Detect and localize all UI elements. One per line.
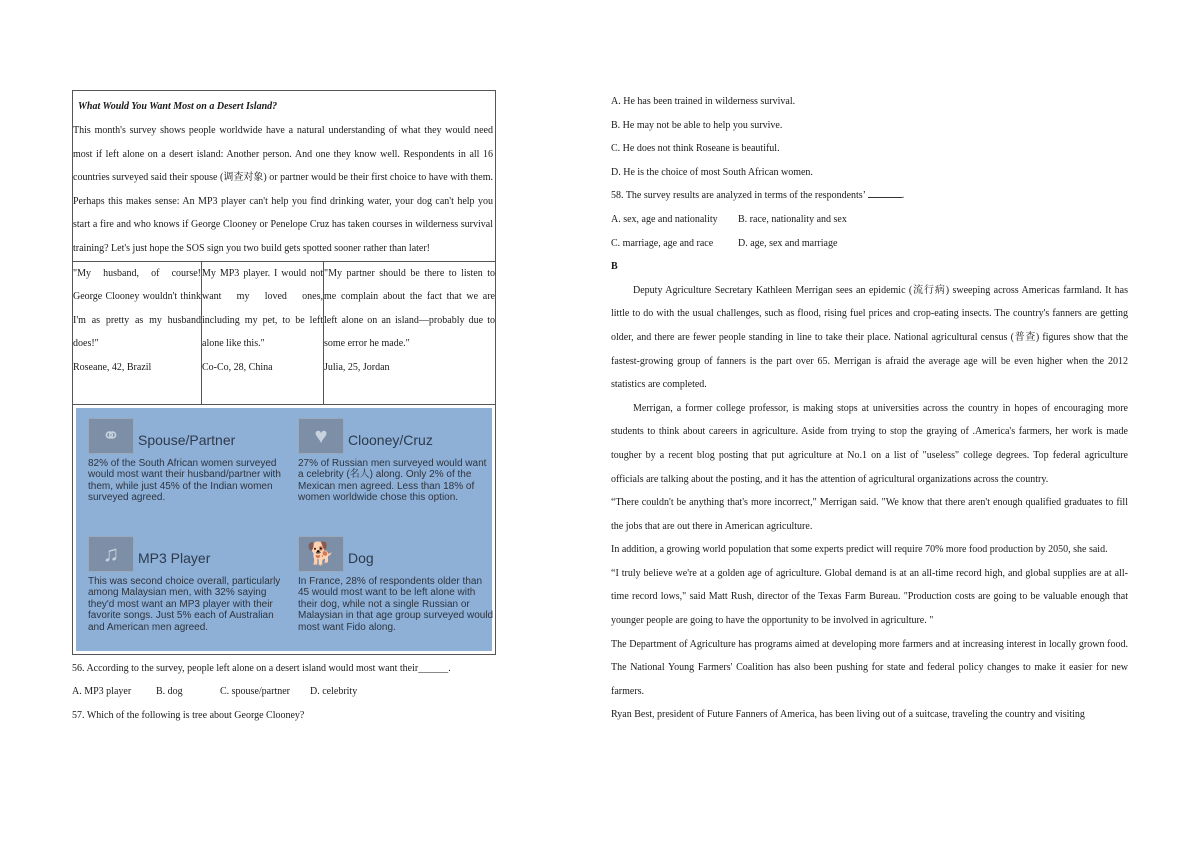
quote-text: "My partner should be there to listen to me complain about the fact that we are left alone on an island—probably due to some error he made." (324, 267, 495, 350)
quote-text: "My husband, of course! George Clooney wouldn't think I'm as pretty as my husband does!" (73, 267, 201, 350)
quote-cell (202, 262, 324, 404)
paragraph: Ryan Best, president of Future Fanners of America, has been living out of a suitcase, traveling the country and visiting (611, 709, 1085, 721)
option-a: A. He has been trained in wilderness survival. (611, 96, 796, 107)
quotes-row (73, 261, 495, 404)
option-a: A. sex, age and nationality (611, 213, 718, 225)
dog-icon: 🐕 (298, 536, 344, 572)
option-c: C. He does not think Roseane is beautiful. (611, 143, 780, 155)
option-b: B. dog (156, 686, 183, 698)
panel-heading: Dog (348, 549, 374, 566)
panel-heading: Clooney/Cruz (348, 431, 433, 448)
panel-text: 82% of the South African women surveyed would most want their husband/partner with them, while just 45% of the Indian women surveyed agreed. (88, 457, 281, 504)
question-58-tail: . (901, 190, 905, 202)
right-column (611, 90, 1128, 727)
option-c: C. marriage, age and race (611, 237, 714, 249)
left-column (72, 90, 496, 727)
panel-text: This was second choice overall, particularly among Malaysian men, with 32% saying they'd most want an MP3 player with their favorite songs. Just 5% each of Australian and American men agreed. (88, 575, 281, 633)
panel-heading: Spouse/Partner (138, 431, 236, 448)
question-58-text: 58. The survey results are analyzed in terms of the respondents’ (611, 190, 866, 202)
survey-title: What Would You Want Most on a Desert Island? (78, 101, 278, 112)
question-56 (72, 657, 496, 681)
panel-text: 27% of Russian men surveyed would want a celebrity (名人) along. Only 2% of the Mexican men agreed. Less than 18% of women worldwide chose this option. (298, 457, 487, 504)
infographic-panel-area (76, 408, 492, 651)
answer-blank (868, 187, 902, 198)
quote-cell (324, 262, 495, 404)
panel-text: In France, 28% of respondents older than 45 would most want to be left alone with their dog, while not a single Russian or Malaysian in that age group surveyed would most want Fido along. (298, 575, 494, 633)
paragraph: Merrigan, a former college professor, is making stops at universities across the country in hopes of encouraging more students to think about careers in agriculture. Aside from trying to stop the graying of .America's farmers, her work is made tougher by a recent blog posting that put agriculture at No.1 on a list of "useless" college degrees. Top federal agriculture officials are talking about the posting, and it has the attention of agricultural organizations across the country. (611, 402, 1128, 485)
survey-intro-text: This month's survey shows people worldwide have a natural understanding of what they would need most if left alone on a desert island: Another person. And one they know well. Respondents in all 16 countries surveyed said their spouse (调查对象) or partner would be their first choice to have with them. Perhaps this makes sense: An MP3 player can't help you find drinking water, your dog can't help you start a fire and who knows if George Clooney or Penelope Cruz has taken courses in wilderness survival training? Let's just hope the SOS sign you two build gets spotted sooner rather than later! (73, 125, 493, 254)
question-58 (611, 184, 1128, 208)
mp3-player-icon: ♫ (88, 536, 134, 572)
option-d: D. age, sex and marriage (738, 237, 838, 249)
heart-icon: ♥ (298, 418, 344, 454)
infographic (72, 405, 496, 655)
panel-heading: MP3 Player (138, 549, 211, 566)
question-56-blank: ______. (418, 662, 451, 674)
section-heading: B (611, 261, 618, 273)
survey-box (72, 90, 496, 405)
survey-intro (73, 91, 495, 261)
paragraph: The Department of Agriculture has programs aimed at developing more farmers and at increasing interest in locally grown food. The National Young Farmers' Coalition has also been pushing for state and federal policy changes to make it easier for new farmers. (611, 638, 1128, 697)
question-58-options-row-2 (611, 232, 1128, 256)
option-a: A. MP3 player (72, 686, 132, 698)
rings-icon: ⚭ (88, 418, 134, 454)
paragraph: In addition, a growing world population that some experts predict will require 70% more food production by 2050, she said. (611, 544, 1108, 556)
paragraph: “I truly believe we're at a golden age of agriculture. Global demand is at an all-time record high, and global supplies are at all-time record lows," said Matt Rush, director of the Texas Farm Bureau. "Production costs are going to be valuable enough that younger people are going to have the opportunity to be involved in agriculture. " (611, 567, 1128, 627)
question-56-text: 56. According to the survey, people left alone on a desert island would most want their (72, 662, 419, 674)
option-d: D. He is the choice of most South African women. (611, 166, 813, 178)
paragraph: Deputy Agriculture Secretary Kathleen Merrigan sees an epidemic (流行病) sweeping across Americas farmland. It has little to do with the usual challenges, such as flood, rising fuel prices and crop-eating insects. The country's fanners are getting older, and there are fewer people standing in line to take their place. National agricultural census (普查) figures show that the fastest-growing group of fanners is the part over 65. Merrigan is afraid the average age will be even higher when the 2012 statistics are completed. (611, 284, 1128, 391)
question-56-options (72, 680, 496, 704)
quote-author: Co-Co, 28, China (202, 361, 273, 373)
option-c: C. spouse/partner (220, 686, 290, 698)
quote-author: Roseane, 42, Brazil (73, 361, 152, 373)
quote-author: Julia, 25, Jordan (324, 361, 390, 373)
question-57: 57. Which of the following is tree about George Clooney? (72, 709, 305, 721)
option-b: B. He may not be able to help you survive. (611, 119, 783, 131)
question-58-options-row-1 (611, 208, 1128, 232)
paragraph: “There couldn't be anything that's more incorrect," Merrigan said. "We know that there aren't enough qualified graduates to fill the jobs that are out there in American agriculture. (611, 497, 1128, 532)
option-d: D. celebrity (310, 686, 358, 698)
quote-text: My MP3 player. I would not want my loved ones, including my pet, to be left alone like this." (202, 267, 323, 350)
quote-cell (73, 262, 202, 404)
option-b: B. race, nationality and sex (738, 213, 847, 225)
